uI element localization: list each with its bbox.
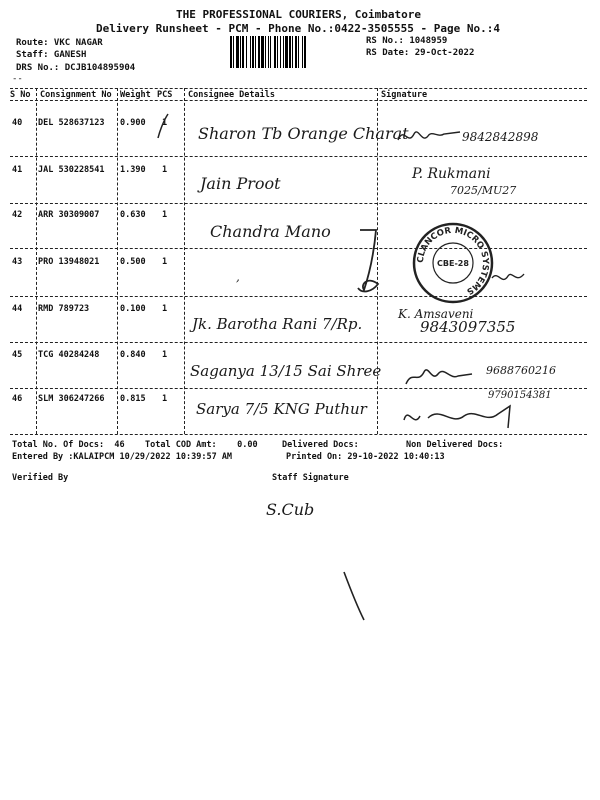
handwritten-signature <box>394 122 464 152</box>
row-sno: 42 <box>12 210 23 220</box>
row-consignment: PRO 13948021 <box>38 257 100 267</box>
row-pcs: 1 <box>162 304 168 314</box>
handwritten-phone: 9842842898 <box>462 130 539 144</box>
total-cod: Total COD Amt: 0.00 <box>145 440 258 450</box>
row-sno: 44 <box>12 304 23 314</box>
barcode-bar <box>285 36 288 68</box>
barcode-bar <box>270 36 271 68</box>
runsheet-title: Delivery Runsheet - PCM - Phone No.:0422-3505555 - Page No.:4 <box>96 22 500 35</box>
handwritten-stroke <box>352 228 392 300</box>
handwritten-signature <box>400 402 530 432</box>
col-pcs: PCS <box>157 90 173 100</box>
col-sno: S No <box>10 90 31 100</box>
row-pcs: 1 <box>162 257 168 267</box>
handwritten-consignee: Sharon Tb Orange Charat <box>198 124 409 143</box>
rs-number: RS No.: 1048959 <box>366 36 448 46</box>
total-docs: Total No. Of Docs: 46 <box>12 440 125 450</box>
handwritten-consignee: Sarya 7/5 KNG Puthur <box>196 400 367 418</box>
barcode-bar <box>246 36 247 68</box>
handwritten-signature <box>402 362 474 390</box>
printed-on: Printed On: 29-10-2022 10:40:13 <box>286 452 445 462</box>
rs-date: RS Date: 29-Oct-2022 <box>366 48 475 58</box>
row-weight: 0.900 <box>120 118 146 128</box>
row-consignment: JAL 530228541 <box>38 165 105 175</box>
barcode-bar <box>292 36 293 68</box>
row-weight: 1.390 <box>120 165 146 175</box>
route-label: Route: VKC NAGAR <box>16 38 103 48</box>
row-sno: 41 <box>12 165 23 175</box>
row-sno: 46 <box>12 394 23 404</box>
table-top-rule <box>10 88 587 89</box>
column-divider <box>117 88 118 434</box>
barcode-bar <box>289 36 291 68</box>
header-bottom-rule <box>10 100 587 101</box>
handwritten-signature: K. Amsaveni <box>398 307 474 321</box>
row-rule <box>10 156 587 157</box>
row-pcs: 1 <box>162 210 168 220</box>
stamp-center-text: CBE-28 <box>437 259 469 268</box>
barcode-bar <box>298 36 299 68</box>
row-rule <box>10 248 587 249</box>
barcode-bar <box>302 36 303 68</box>
barcode-bar <box>280 36 281 68</box>
row-weight: 0.630 <box>120 210 146 220</box>
barcode-bar <box>277 36 278 68</box>
handwritten-consignee: Jk. Barotha Rani 7/Rp. <box>192 315 363 333</box>
row-consignment: TCG 40284248 <box>38 350 100 360</box>
company-stamp <box>412 222 494 304</box>
non-delivered-docs: Non Delivered Docs: <box>406 440 504 450</box>
row-rule <box>10 296 587 297</box>
barcode-bar <box>304 36 306 68</box>
handwritten-consignee: Chandra Mano <box>210 222 331 241</box>
verified-by-label: Verified By <box>12 473 69 483</box>
handwritten-phone: 9688760216 <box>486 364 556 377</box>
row-weight: 0.840 <box>120 350 146 360</box>
staff-signature-label: Staff Signature <box>272 473 349 483</box>
barcode-bar <box>236 36 239 68</box>
barcode-bar <box>233 36 234 68</box>
row-consignment: RMD 789723 <box>38 304 90 314</box>
col-consignment: Consignment No <box>40 90 112 100</box>
row-rule <box>10 388 587 389</box>
column-divider <box>36 88 37 434</box>
col-consignee: Consignee Details <box>188 90 275 100</box>
barcode-bar <box>261 36 264 68</box>
handwritten-phone: 9843097355 <box>420 318 516 336</box>
delivered-docs: Delivered Docs: <box>282 440 359 450</box>
row-weight: 0.815 <box>120 394 146 404</box>
column-divider <box>184 88 185 434</box>
handwritten-phone: 7025/MU27 <box>450 184 517 197</box>
barcode-bar <box>268 36 269 68</box>
handwritten-tick-mark <box>150 112 180 140</box>
row-weight: 0.100 <box>120 304 146 314</box>
row-pcs: 1 <box>162 394 168 404</box>
row-sno: 45 <box>12 350 23 360</box>
company-name: THE PROFESSIONAL COURIERS, Coimbatore <box>176 8 422 21</box>
barcode-bar <box>258 36 260 68</box>
barcode-bar <box>265 36 266 68</box>
barcode-image <box>228 36 358 68</box>
row-rule <box>10 203 587 204</box>
handwritten-signature <box>490 266 530 292</box>
stamp-ring-text: CLANCOR MICRO SYSTEMS <box>415 225 491 297</box>
barcode-bar <box>283 36 284 68</box>
row-consignment: DEL 528637123 <box>38 118 105 128</box>
pen-stroke-mark <box>340 568 370 628</box>
col-weight: Weight <box>120 90 151 100</box>
barcode-bar <box>250 36 251 68</box>
row-consignment: SLM 306247266 <box>38 394 105 404</box>
barcode-bar <box>295 36 297 68</box>
barcode-bar <box>252 36 254 68</box>
row-pcs: 1 <box>162 118 168 128</box>
barcode-bar <box>230 36 232 68</box>
handwritten-signature: P. Rukmani <box>412 166 491 182</box>
blank-marker: -- <box>12 74 23 84</box>
row-pcs: 1 <box>162 165 168 175</box>
entered-by: Entered By :KALAIPCM 10/29/2022 10:39:57 AM <box>12 452 233 462</box>
barcode-bar <box>255 36 256 68</box>
handwritten-phone: 9790154381 <box>488 390 552 401</box>
row-sno: 43 <box>12 257 23 267</box>
drs-number: DRS No.: DCJB104895904 <box>16 63 136 73</box>
row-rule <box>10 342 587 343</box>
barcode-bar <box>242 36 244 68</box>
handwritten-mark: , <box>236 270 240 284</box>
handwritten-consignee: Jain Proot <box>200 174 281 193</box>
row-sno: 40 <box>12 118 23 128</box>
table-bottom-rule <box>10 434 587 435</box>
staff-handwritten-signature: S.Cub <box>266 500 315 519</box>
col-signature: Signature <box>381 90 428 100</box>
handwritten-consignee: Saganya 13/15 Sai Shree <box>190 362 382 380</box>
row-consignment: ARR 30309007 <box>38 210 100 220</box>
barcode-bar <box>240 36 241 68</box>
staff-label: Staff: GANESH <box>16 50 87 60</box>
row-weight: 0.500 <box>120 257 146 267</box>
row-pcs: 1 <box>162 350 168 360</box>
barcode-bar <box>274 36 276 68</box>
